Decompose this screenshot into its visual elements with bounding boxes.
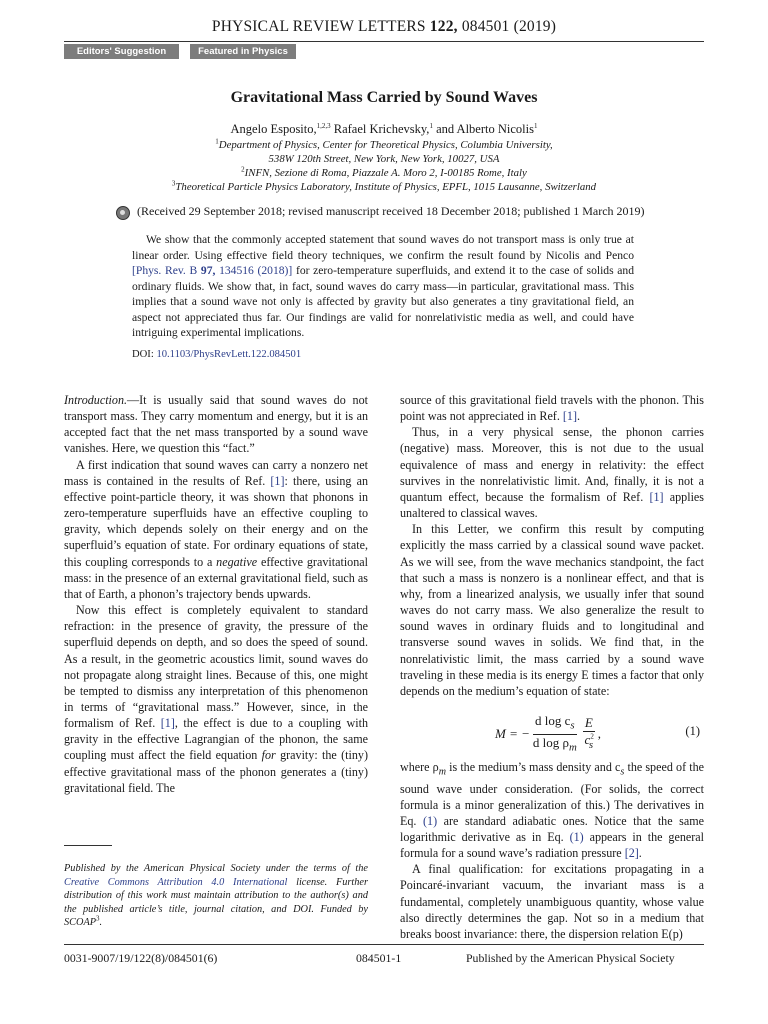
section-lead: Introduction. [64,393,128,407]
eq-superscript: 2 [590,732,594,741]
author-name: Angelo Esposito, [230,122,317,136]
affiliation-number: 1 [215,137,219,146]
emphasis: negative [216,554,258,569]
paragraph-text: —It is usually said that sound waves do not transport mass. They carry momentum and energy, but it is an accepted fact that the net mass transported by a sound wave vanishes. Here, we question this “fact.” [64,393,368,456]
author-list [64,122,704,137]
paragraph: A final qualification: for excitations propagating in a Poincaré-invariant vacuum, the invariant mass is a fundamental, completely unambiguous quantity, whose value also directly determines the gap. Not so in a medium that breaks boost invariance: there, the dispersion relation E(p) [400,862,704,941]
paragraph-text: Now this effect is completely equivalent to standard refraction: in the presence of gravity, the pressure of the superfluid depends on depth, and so does the speed of sound. As a result, in the geometric acoustics limit, sound waves do not propagate along straight lines. Because of this, one might be tempted to dismiss any interpretation of this phenomenon in terms of “gravitational mass.” However, since, in the formalism of Ref. [64,603,368,731]
paragraph-text: . [577,409,581,424]
author-affil: 1,2,3 [316,121,331,130]
eq-numerator [533,713,577,735]
publisher: Published by the American Physical Society [466,951,675,965]
ref-volume: 97, [200,264,216,277]
paragraph-text: is the medium’s mass density and c [446,759,621,774]
paragraph-text: Thus, in a very physical sense, the phonon carries (negative) mass. Moreover, this is not due to the usual equivalence of mass and energy in relativity: the effect survives in the nonrelativistic limit. And, finally, it is not a quantum effect, because the formalism of Ref. [400,425,704,504]
eq-lhs: M = − [495,725,530,741]
doi-link[interactable]: 10.1103/PhysRevLett.122.084501 [156,349,302,360]
equation-number: (1) [685,723,700,738]
license-footnote [64,862,368,930]
paragraph-text: applies unaltered to classical waves. [400,489,705,521]
eq-comma: , [597,725,602,741]
eq-fraction [583,715,595,753]
paper-title: Gravitational Mass Carried by Sound Waves [230,89,538,106]
doi-line [132,349,301,360]
author-name: Rafael Krichevsky, [333,122,430,136]
affiliation [64,152,704,166]
affiliation-text: Department of Physics, Center for Theoretical Physics, Columbia University, [218,139,553,151]
paragraph [400,759,704,861]
author-name: and Alberto Nicolis [436,122,534,136]
eq-subscript: m [568,741,577,754]
eq-denominator [533,735,577,756]
abstract [132,232,634,341]
received-dates: (Received 29 September 2018; revised manuscript received 18 December 2018; published 1 March 2019) [137,204,645,218]
paragraph-text: appears in the general formula for a sound wave’s radiation pressure [400,830,704,861]
affiliation-number: 2 [241,165,245,174]
paragraph-text: gravity: the (tiny) effective gravitational mass of the phonon generates a (tiny) gravitational field. The [64,748,368,795]
article-number: 084501 (2019) [461,18,557,35]
affiliation [64,166,704,180]
abstract-reference-link[interactable]: [Phys. Rev. B 97, 134516 (2018)] [132,264,293,277]
header-rule [64,41,704,42]
footnote-text: Published by the American Physical Society under the terms of the [64,863,368,874]
paragraph [400,392,704,424]
ref-pages: 134516 (2018) [219,264,289,277]
right-column [400,392,704,942]
paragraph-text: . [638,846,642,861]
paragraph [400,424,704,521]
journal-name: PHYSICAL REVIEW LETTERS [211,18,426,35]
equation-body [495,713,601,755]
footer-rule [64,944,704,945]
affiliation [64,180,704,194]
affiliation-text: 538W 120th Street, New York, New York, 10027, USA [268,153,500,165]
author-affil: 1 [429,121,433,130]
paragraph-text: A first indication that sound waves can carry a nonzero net mass is contained in the results of Ref. [64,457,368,488]
ref-1-link[interactable]: [1] [562,409,577,424]
journal-volume: 122, [429,18,458,35]
subscript: s [620,766,625,778]
eq-subscript: s [588,738,594,751]
left-column [64,392,368,796]
journal-header [64,18,704,36]
eq-numerator [583,715,595,732]
affiliation-number: 3 [171,179,176,188]
abstract-text: We show that the commonly accepted statement that sound waves do not transport mass is only true at linear order. Using effective field theory techniques, we confirm the result found by Nicolis and Penco [132,233,634,262]
paragraph-text: : there, using an effective point-particle theory, it was shown that phonons in zero-temperature superfluids have an effective coupling to gravity, which depends solely on their energy and on the superfluid’s equation of state. For ordinary equations of state, this coupling corresponds to a [64,473,368,569]
eq-fraction [533,713,577,755]
paragraph-text: where ρ [400,759,439,774]
paragraph: In this Letter, we confirm this result by computing explicitly the mass carried by a classical sound wave packet. As we will see, from the wave mechanics standpoint, the fact that such a mass is nonzero is a nonlinear effect, and that is why, from a linearized analysis, we usually infer that sound waves do not carry mass. We also generalize the result to sound waves in ordinary fluids and to longitudinal and transverse sound waves in solids. We find that, in the nonrelativistic limit, the mass carried by a sound wave traveling in these media is its energy E times a factor that only depends on the medium’s equation of state: [400,522,704,698]
open-access-icon[interactable] [116,206,130,220]
paragraph [64,392,368,457]
equation-1 [400,705,704,755]
paragraph-text: effective gravitational mass: in the presence of an external gravitational field, such as that of Earth, a phonon’s trajectory bends upwards. [64,554,368,601]
emphasis: for [261,748,276,763]
badge-editors-suggestion[interactable]: Editors' Suggestion [64,44,179,59]
eq-text: d log c [535,712,571,728]
footer-code: 0031-9007/19/122(8)/084501(6) [64,951,218,965]
author-affil: 1 [533,121,538,130]
paragraph-text: are standard adiabatic ones. Notice that the same logarithmic derivative as in Eq. [400,813,704,844]
footnote-rule [64,845,112,846]
eq-denominator [585,732,594,753]
eq-1-link[interactable]: (1) [423,813,438,828]
ref-1-link[interactable]: [1] [270,473,285,488]
doi-label: DOI: [132,349,154,360]
license-link[interactable]: Creative Commons Attribution 4.0 International [64,876,288,888]
eq-1-link[interactable]: (1) [569,830,584,844]
paragraph [64,602,368,796]
eq-text: E [584,715,593,731]
ref-2-link[interactable]: [2] [624,846,639,861]
ref-journal: Phys. Rev. B [135,264,198,277]
abstract-text: for zero-temperature superfluids, and extend it to the case of solids and ordinary fluids. We show that, in fact, sound waves do carry mass—in particular, gravitational mass. This implies that a sound wave not only is affected by gravity but also generates a tiny gravitational field, an aspect not appreciated thus far. Our findings are valid for nonrelativistic media as well, and could have intriguing experimental implications. [132,264,635,339]
ref-1-link[interactable]: [1] [649,489,664,504]
footnote-text: . [99,917,103,929]
affiliation [64,138,704,152]
paragraph [64,457,368,602]
paragraph-text: source of this gravitational field travels with the phonon. This point was not appreciated in Ref. [400,393,704,424]
paragraph-text: , the effect is due to a coupling with gravity in the effective Lagrangian of the phonon, the same coupling must affect the field equation [64,716,368,763]
eq-subscript: s [570,719,575,732]
footnote-superscript: 3 [96,914,100,923]
page-number: 084501-1 [356,951,402,965]
eq-text: d log ρ [532,734,569,750]
subscript: m [438,766,446,778]
ref-1-link[interactable]: [1] [160,716,175,731]
eq-text: c [584,732,591,748]
footnote-text: license. Further distribution of this work must maintain attribution to the author(s) and the published article’s title, journal citation, and DOI. Funded by SCOAP [64,876,368,929]
affiliation-text: INFN, Sezione di Roma, Piazzale A. Moro 2, I-00185 Rome, Italy [244,167,527,179]
badge-featured-in-physics[interactable]: Featured in Physics [190,44,296,59]
affiliation-text: Theoretical Particle Physics Laboratory, Institute of Physics, EPFL, 1015 Lausanne, Switzerland [175,181,597,193]
paragraph-text: the speed of the sound wave under consideration. (For solids, the correct formula is a minor generalization of this.) The derivatives in Eq. [400,759,704,828]
